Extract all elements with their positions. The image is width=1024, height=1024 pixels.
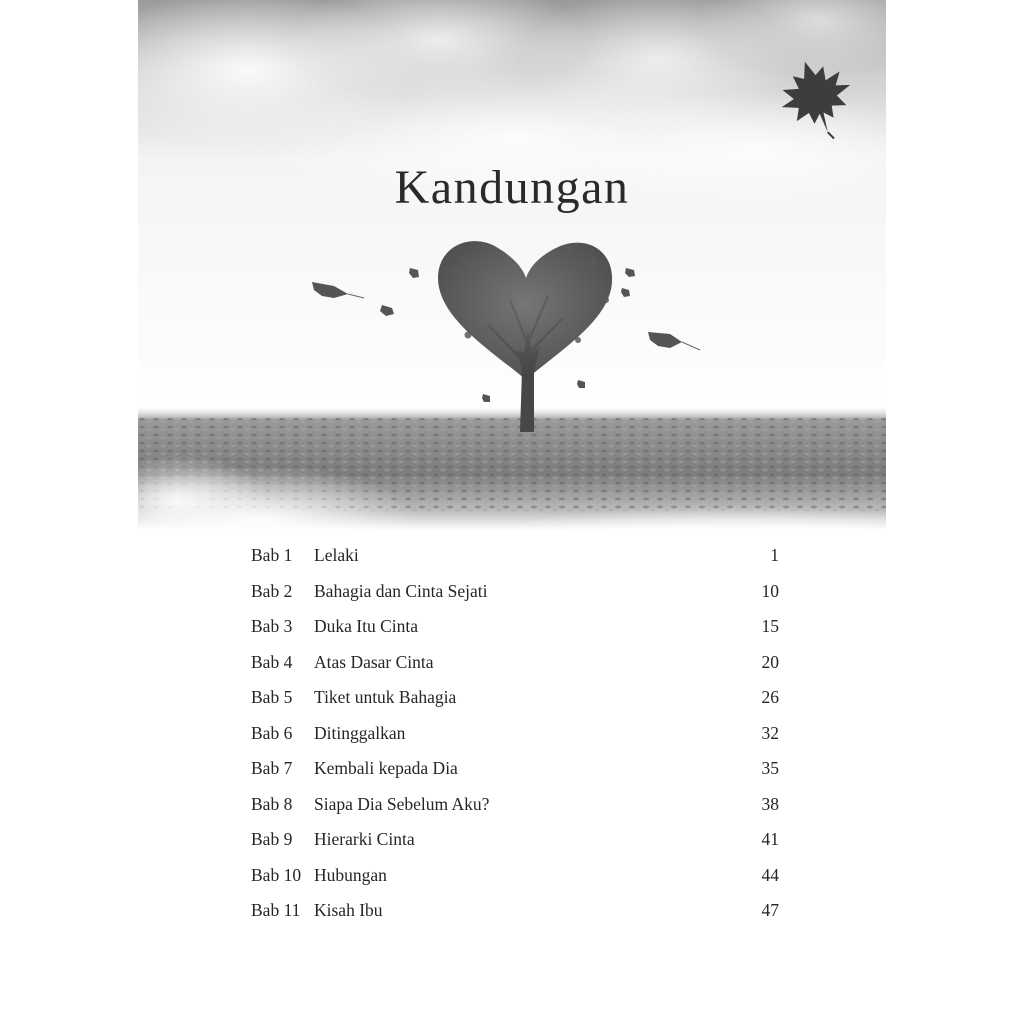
toc-chapter-title: Kisah Ibu [314, 900, 383, 920]
toc-chapter-label: Bab 6 [251, 722, 293, 743]
cover-illustration [138, 0, 886, 570]
toc-entry [251, 538, 779, 574]
toc-chapter-label: Bab 5 [251, 687, 293, 707]
toc-chapter-label: Bab 7 [251, 758, 293, 778]
toc-entry [251, 787, 779, 823]
toc-chapter-label: Bab 8 [251, 793, 293, 814]
toc-entry [251, 858, 779, 894]
toc-entry [251, 574, 779, 610]
toc-page-number: 26 [761, 687, 779, 707]
toc-chapter-label: Bab 1 [251, 545, 293, 565]
toc-page-number: 38 [761, 793, 779, 814]
toc-entry [251, 609, 779, 645]
toc-page-number: 1 [770, 545, 779, 565]
toc-entry [251, 645, 779, 681]
toc-chapter-label: Bab 9 [251, 829, 293, 849]
toc-chapter-title: Kembali kepada Dia [314, 758, 458, 778]
book-page [138, 0, 886, 1024]
toc-chapter-title: Hubungan [314, 864, 387, 885]
toc-chapter-label: Bab 4 [251, 651, 293, 672]
toc-page-number: 35 [761, 758, 779, 778]
toc-chapter-label: Bab 3 [251, 616, 293, 636]
illustration-svg [138, 0, 886, 570]
toc-entry [251, 680, 779, 716]
toc-chapter-title: Tiket untuk Bahagia [314, 687, 457, 707]
toc-chapter-title: Hierarki Cinta [314, 829, 415, 849]
toc-chapter-label: Bab 2 [251, 580, 293, 601]
toc-chapter-title: Atas Dasar Cinta [314, 651, 434, 672]
toc-page-number: 44 [761, 864, 779, 885]
page-title: Kandungan [394, 161, 630, 214]
toc-entry [251, 716, 779, 752]
toc-chapter-title: Ditinggalkan [314, 722, 406, 743]
toc-page-number: 10 [761, 580, 779, 601]
toc-chapter-title: Lelaki [314, 545, 359, 565]
toc-chapter-label: Bab 10 [251, 864, 302, 885]
toc-entry [251, 822, 779, 858]
toc-chapter-title: Siapa Dia Sebelum Aku? [314, 793, 490, 814]
toc-entry [251, 751, 779, 787]
toc-page-number: 32 [761, 722, 779, 743]
toc-page-number: 47 [761, 900, 779, 920]
toc-chapter-title: Duka Itu Cinta [314, 616, 419, 636]
toc-entry [251, 893, 779, 929]
table-of-contents [251, 538, 779, 929]
toc-chapter-title: Bahagia dan Cinta Sejati [314, 580, 488, 601]
toc-page-number: 15 [761, 616, 779, 636]
toc-page-number: 20 [761, 651, 779, 672]
toc-chapter-label: Bab 11 [251, 900, 301, 920]
toc-page-number: 41 [761, 829, 779, 849]
